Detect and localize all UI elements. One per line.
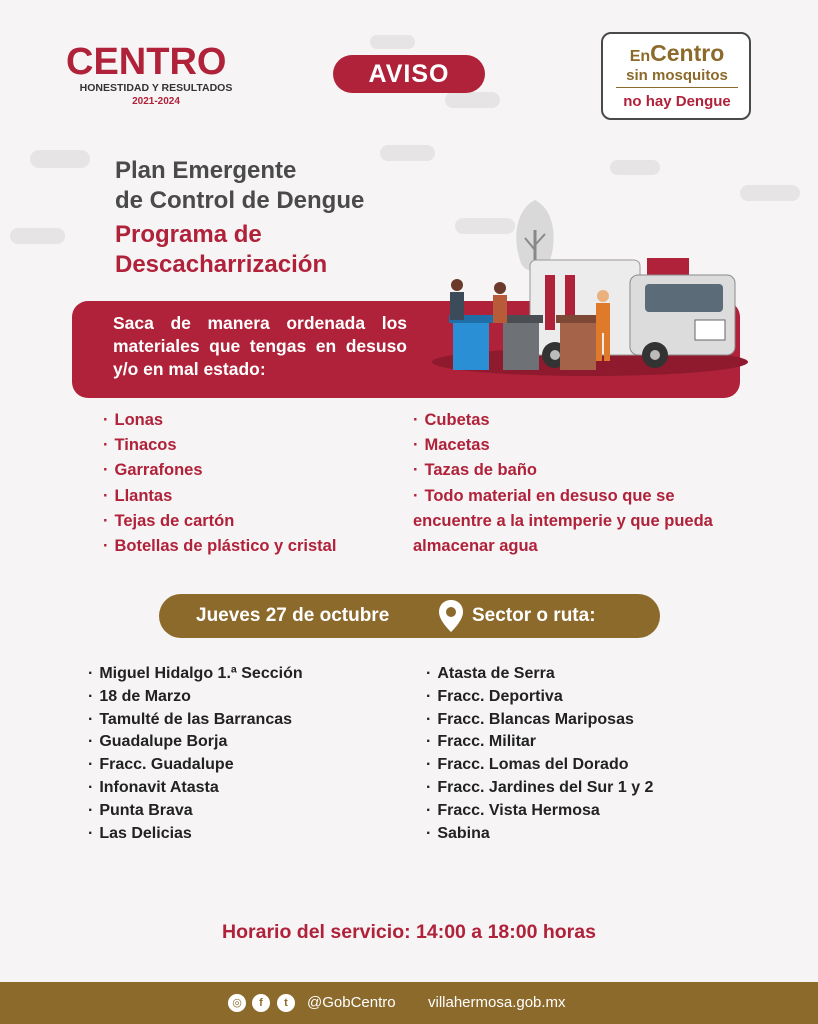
centro-logo: CENTRO <box>66 41 227 83</box>
list-item: · Tinacos <box>103 433 336 458</box>
list-item: · Lonas <box>103 408 336 433</box>
list-item: · Fracc. Lomas del Dorado <box>426 754 653 777</box>
list-item: · Macetas <box>413 433 713 458</box>
list-item: · Fracc. Jardines del Sur 1 y 2 <box>426 777 653 800</box>
logo-years: 2021-2024 <box>132 96 180 107</box>
footer-bar <box>0 982 818 1024</box>
badge-line2: sin mosquitos <box>626 67 728 84</box>
cloud-decoration <box>10 228 65 244</box>
badge-en: En <box>629 48 651 65</box>
list-item: · Punta Brava <box>88 800 303 823</box>
list-item: · Cubetas <box>413 408 713 433</box>
cloud-decoration <box>445 92 500 108</box>
list-item: · Miguel Hidalgo 1.ª Sección <box>88 663 303 686</box>
list-item: · Tejas de cartón <box>103 509 336 534</box>
service-hours: Horario del servicio: 14:00 a 18:00 horas <box>222 921 596 943</box>
twitter-icon[interactable]: t <box>277 994 295 1012</box>
routes-list-left <box>88 663 303 845</box>
date-label: Jueves 27 de octubre <box>196 605 390 626</box>
routes-list-right <box>426 663 653 845</box>
social-handle-link[interactable]: @GobCentro <box>307 994 396 1011</box>
location-pin-icon <box>438 599 464 633</box>
facebook-icon[interactable]: f <box>252 994 270 1012</box>
list-item: · Sabina <box>426 823 653 846</box>
badge-line3: no hay Dengue <box>623 93 731 110</box>
list-item: · Botellas de plástico y cristal <box>103 534 336 559</box>
list-item: · Guadalupe Borja <box>88 731 303 754</box>
cloud-decoration <box>610 160 660 175</box>
title-line1: Plan Emergente <box>115 157 297 184</box>
instagram-icon[interactable]: ◎ <box>228 994 246 1012</box>
title-line4: Descacharrización <box>115 251 328 278</box>
badge-centro: Centro <box>650 40 725 66</box>
list-item: · Garrafones <box>103 458 336 483</box>
list-item: · Todo material en desuso que se encuentre a la intemperie y que pueda almacenar agua <box>413 484 713 560</box>
materials-list-left <box>103 408 336 559</box>
list-item: · Atasta de Serra <box>426 663 653 686</box>
logo-subtitle: HONESTIDAD Y RESULTADOS <box>79 82 233 94</box>
aviso-badge: AVISO <box>333 55 485 93</box>
list-item: · Las Delicias <box>88 823 303 846</box>
list-item: · Llantas <box>103 484 336 509</box>
list-item: · Tamulté de las Barrancas <box>88 709 303 732</box>
cloud-decoration <box>370 35 415 49</box>
list-item: · Fracc. Deportiva <box>426 686 653 709</box>
sector-label: Sector o ruta: <box>472 605 596 626</box>
instruction-text: Saca de manera ordenada los materiales que tengas en desuso y/o en mal estado: <box>113 313 407 379</box>
list-item: · Fracc. Vista Hermosa <box>426 800 653 823</box>
materials-list-right <box>413 408 713 559</box>
list-item: · Fracc. Blancas Mariposas <box>426 709 653 732</box>
website-link[interactable]: villahermosa.gob.mx <box>428 994 566 1011</box>
badge-divider <box>616 87 738 88</box>
title-line3: Programa de <box>115 221 262 248</box>
list-item: · Tazas de baño <box>413 458 713 483</box>
list-item: · Infonavit Atasta <box>88 777 303 800</box>
list-item: · Fracc. Militar <box>426 731 653 754</box>
badge-title <box>611 40 743 67</box>
title-line2: de Control de Dengue <box>115 187 365 214</box>
list-item: · Fracc. Guadalupe <box>88 754 303 777</box>
list-item: · 18 de Marzo <box>88 686 303 709</box>
cloud-decoration <box>380 145 435 161</box>
cloud-decoration <box>30 150 90 168</box>
truck-illustration <box>425 180 750 380</box>
